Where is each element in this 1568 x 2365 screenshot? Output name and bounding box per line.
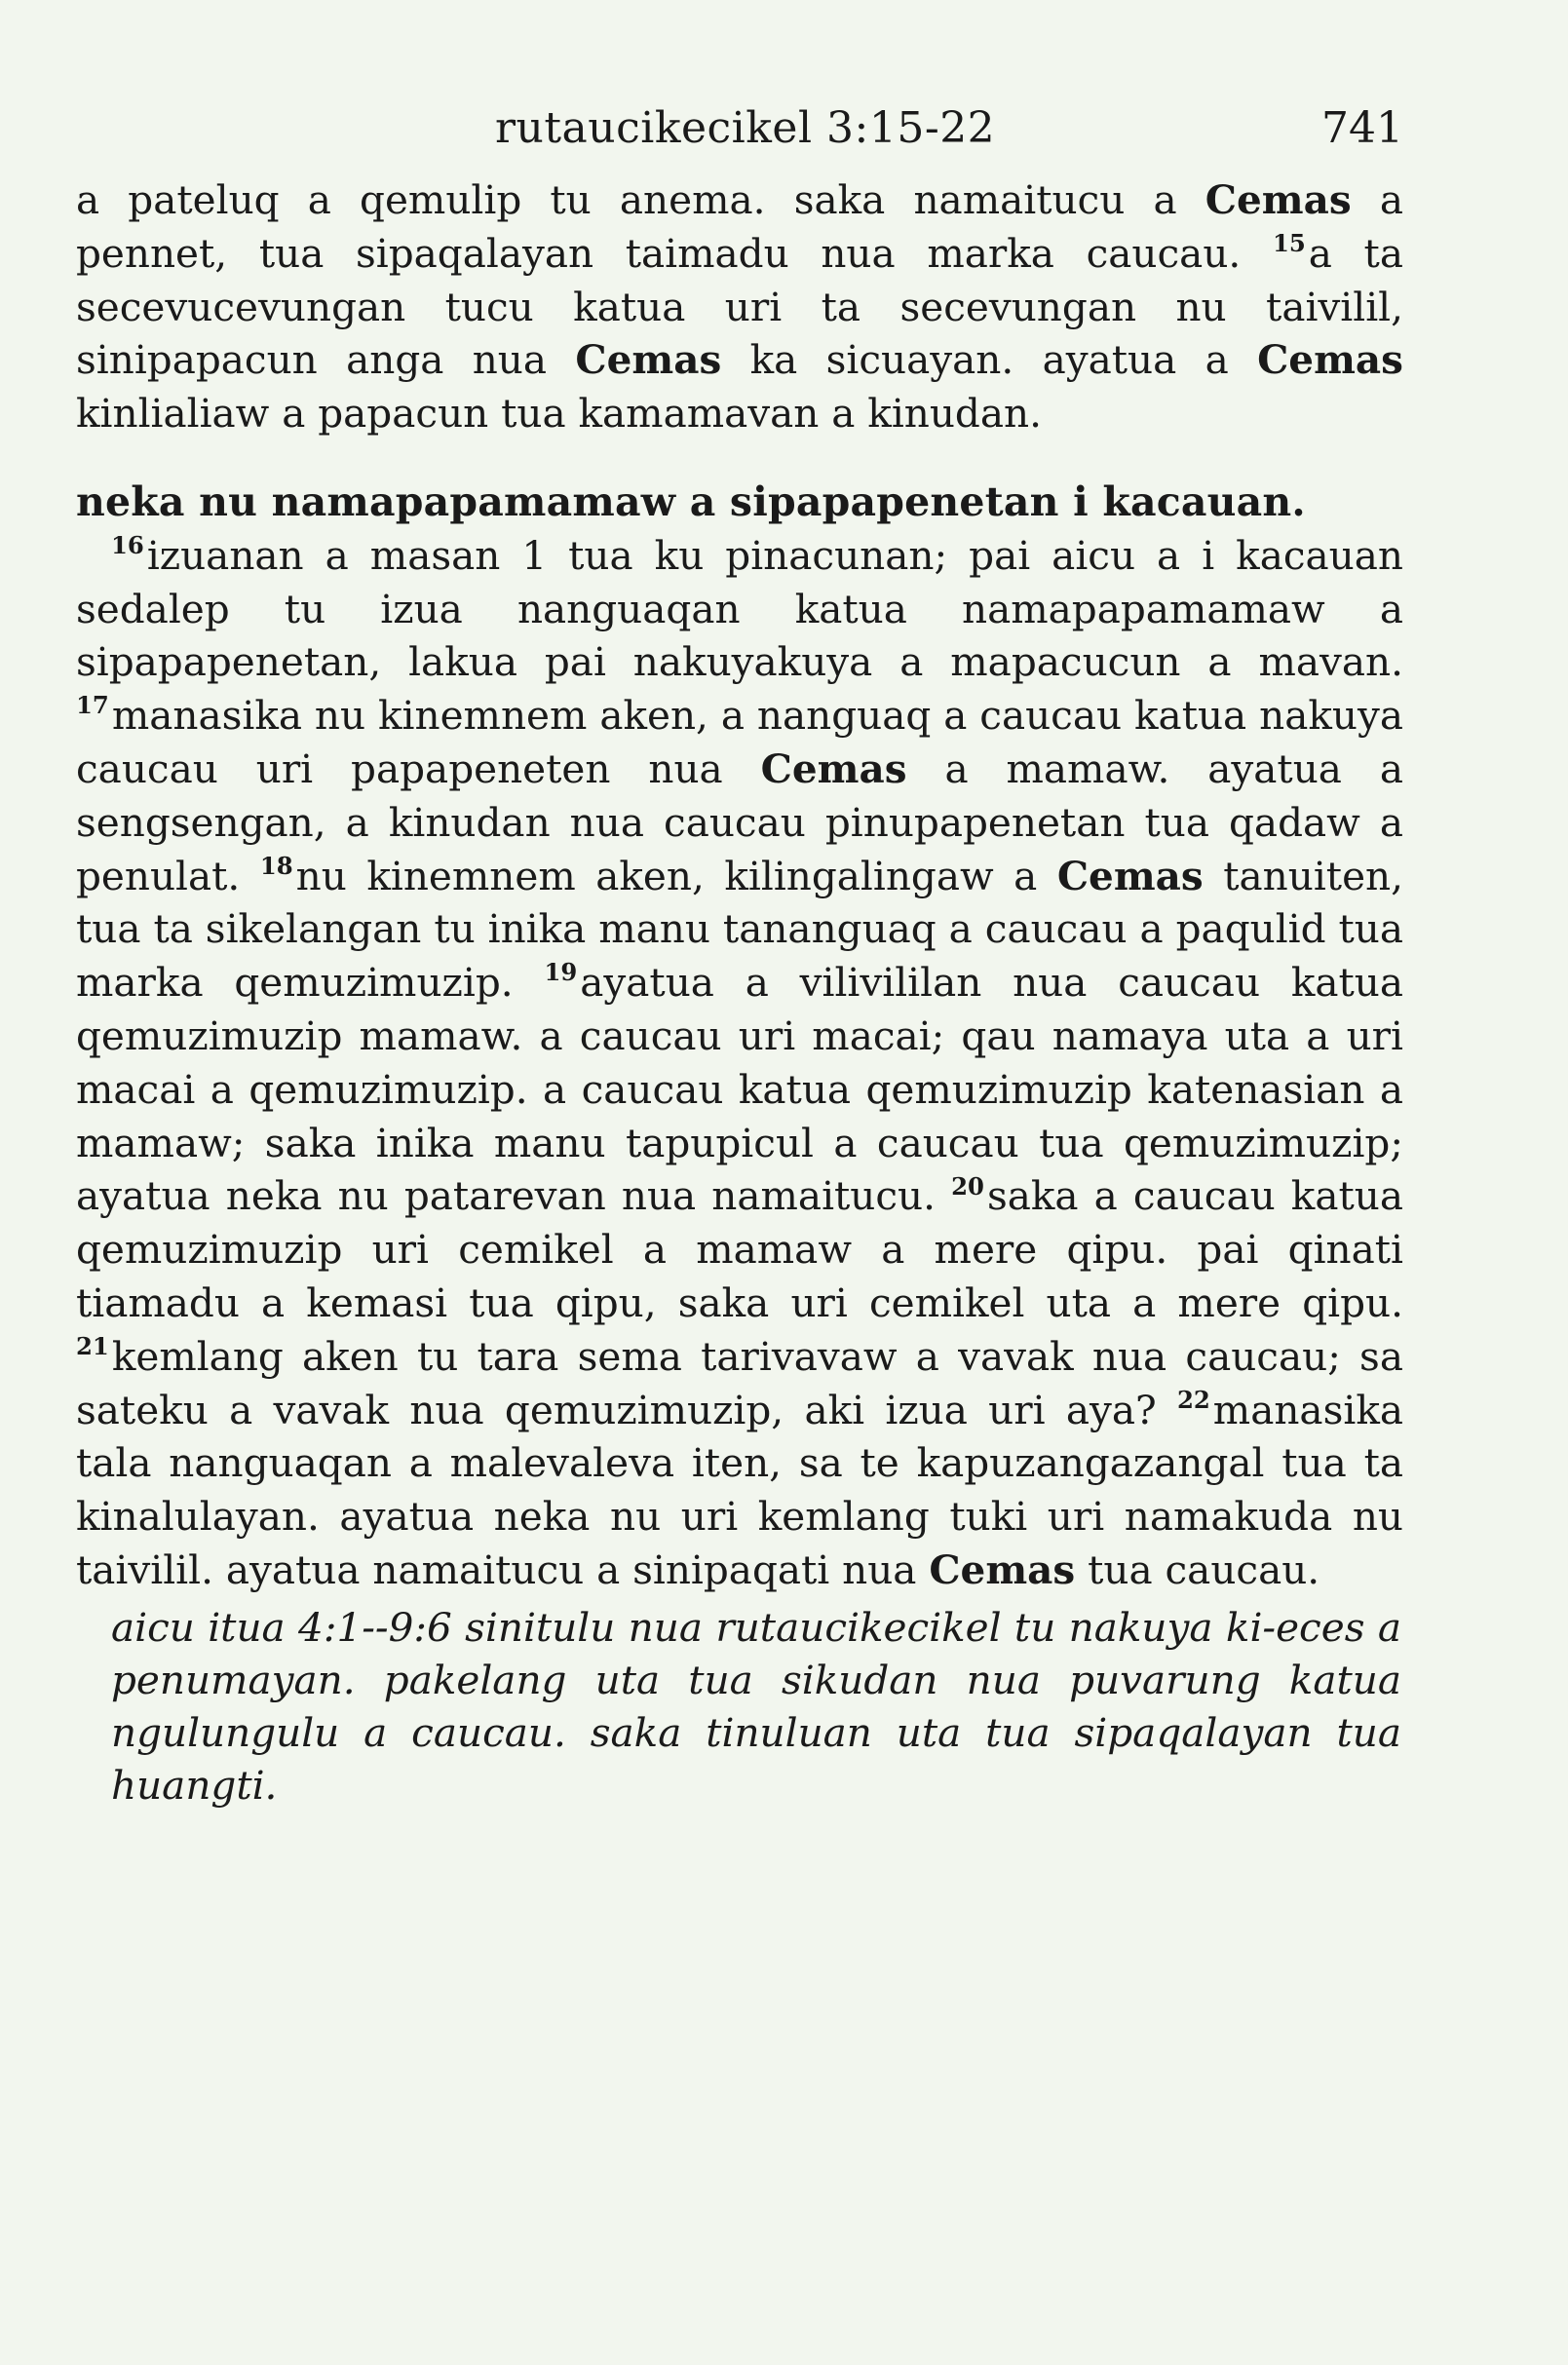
verse-number: 19 [544, 958, 578, 987]
verse-number: 20 [951, 1171, 984, 1201]
verse-number: 22 [1176, 1385, 1210, 1414]
emphasis-cemas: Cemas [575, 336, 722, 384]
verse-number: 16 [111, 531, 144, 559]
page-header [76, 90, 1403, 173]
verse-number: 18 [259, 851, 293, 880]
emphasis-cemas: Cemas [760, 744, 907, 792]
section-heading: neka nu namapapamamaw a sipapapenetan i kacauan. [76, 477, 1306, 525]
emphasis-cemas: Cemas [1257, 336, 1403, 384]
body-text [76, 173, 1403, 1597]
paragraph-2: $^{16}$izuanan a masan 1 tua ku pinacunan; pai aicu a i kacauan sedalep tu izua nanguaqan katua namapapamamaw a sipapapenetan, lakua pai nakuyakuya a mapacucun a mavan. $^{17}$manasika nu kinemnem aken, a nanguaq a caucau katua nakuya caucau uri papapeneten nua Cemas a mamaw. ayatua a sengsengan, a kinudan nua caucau pinupapenetan tua qadaw a penulat. $^{18}$nu kinemnem aken, kilingalingaw a Cemas tanuiten, tua ta sikelangan tu inika manu tananguaq a caucau a paqulid tua marka qemuzimuzip. $^{19}$ayatua a vilivililan nua caucau katua qemuzimuzip mamaw. a caucau uri macai; qau namaya uta a uri macai a qemuzimuzip. a caucau katua qemuzimuzip katenasian a mamaw; saka inika manu tapupicul a caucau tua qemuzimuzip; ayatua neka nu patarevan nua namaitucu. $^{20}$saka a caucau katua qemuzimuzip uri cemikel a mamaw a mere qipu. pai qinati tiamadu a kemasi tua qipu, saka uri cemikel uta a mere qipu. $^{21}$kemlang aken tu tara sema tarivavaw a vavak nua caucau; sa sateku a vavak nua qemuzimuzip, aki izua uri aya? $^{22}$manasika tala nanguaqan a malevaleva iten, sa te kapuzangazangal tua ta kinalulayan. ayatua neka nu uri kemlang tuki uri namakuda nu taivilil. ayatua namaitucu a sinipaqati nua Cemas tua caucau. [76, 531, 1404, 1593]
emphasis-cemas: Cemas [929, 1545, 1076, 1593]
emphasis-cemas: Cemas [1205, 176, 1352, 223]
italic-note: aicu itua 4:1--9:6 sinitulu nua rutaucikecikel tu nakuya ki-eces a penumayan. pakelang uta tua sikudan nua puvarung katua ngulungulu a caucau. saka tinuluan uta tua sipaqalayan tua huangti. [111, 1603, 1401, 1809]
page-number: 741 [1321, 103, 1403, 153]
page [76, 90, 1403, 1850]
verse-number: 17 [76, 691, 109, 720]
emphasis-cemas: Cemas [1056, 852, 1204, 899]
verse-number: 15 [1272, 229, 1306, 258]
verse-number: 21 [76, 1331, 109, 1360]
running-title: rutaucikecikel 3:15-22 [495, 103, 996, 153]
paragraph-1: a pateluq a qemulip tu anema. saka namaitucu a Cemas a pennet, tua sipaqalayan taimadu nua marka caucau. $^{15}$a ta secevucevungan tucu katua uri ta secevungan nu taivilil, sinipapacun anga nua Cemas ka sicuayan. ayatua a Cemas kinlialiaw a papacun tua kamamavan a kinudan. [76, 176, 1403, 438]
